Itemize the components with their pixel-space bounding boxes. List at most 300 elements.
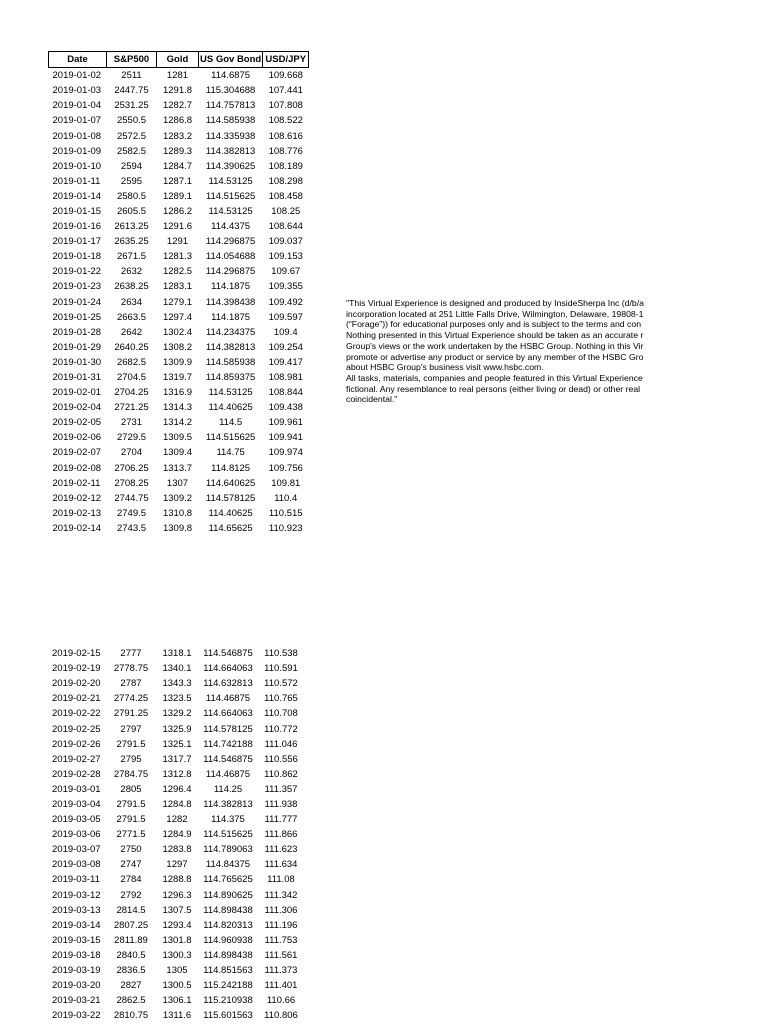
gold-cell: 1287.1 xyxy=(162,175,193,187)
date-cell: 2019-01-18 xyxy=(52,251,102,263)
disclaimer-text xyxy=(346,298,768,405)
us-gov-bond-cell: 114.578125 xyxy=(203,723,253,735)
us-gov-bond-cell: 114.898438 xyxy=(203,949,253,961)
gold-cell: 1291.6 xyxy=(162,221,193,233)
usd-jpy-cell: 110.923 xyxy=(268,522,303,534)
us-gov-bond-cell: 114.546875 xyxy=(203,648,253,660)
us-gov-bond-cell: 114.46875 xyxy=(205,693,251,705)
table-row xyxy=(48,857,304,872)
disclaimer-line: coincidental." xyxy=(346,394,398,405)
us-gov-bond-cell: 114.632813 xyxy=(203,678,253,690)
table-row xyxy=(49,113,309,128)
disclaimer-line: All tasks, materials, companies and people featured in this Virtual Experience xyxy=(346,372,643,383)
table-row xyxy=(48,948,304,963)
us-gov-bond-cell: 114.75 xyxy=(216,447,245,459)
disclaimer-line: (“Forage”)) for educational purposes only and is subject to the terms and con xyxy=(346,319,642,330)
sp500-cell: 2721.25 xyxy=(114,402,149,414)
usd-jpy-cell: 109.941 xyxy=(268,432,303,444)
date-cell: 2019-01-07 xyxy=(52,115,102,127)
table-row xyxy=(48,842,304,857)
usd-jpy-cell: 109.153 xyxy=(268,251,303,263)
sp500-cell: 2792 xyxy=(120,889,142,901)
date-cell: 2019-01-04 xyxy=(52,100,102,112)
sp500-cell: 2795 xyxy=(120,753,142,765)
sp500-cell: 2807.25 xyxy=(113,919,149,931)
table-row xyxy=(49,204,309,219)
gold-cell: 1291.8 xyxy=(162,85,193,97)
table-row xyxy=(48,646,304,661)
us-gov-bond-cell: 114.46875 xyxy=(205,768,251,780)
gold-cell: 1309.4 xyxy=(162,447,193,459)
us-gov-bond-cell: 114.382813 xyxy=(203,798,253,810)
table-row xyxy=(49,98,309,113)
date-cell: 2019-03-19 xyxy=(52,965,101,977)
date-cell: 2019-01-14 xyxy=(52,190,102,202)
gold-cell: 1288.8 xyxy=(162,874,192,886)
column-header-usd-jpy: USD/JPY xyxy=(263,52,309,68)
us-gov-bond-cell: 115.601563 xyxy=(203,1010,253,1022)
date-cell: 2019-01-10 xyxy=(52,160,102,172)
us-gov-bond-cell: 114.859375 xyxy=(205,372,256,384)
us-gov-bond-cell: 114.65625 xyxy=(208,522,253,534)
table-row xyxy=(49,506,309,521)
table-row xyxy=(48,721,304,736)
gold-cell: 1283.1 xyxy=(162,281,193,293)
date-cell: 2019-03-11 xyxy=(52,874,100,886)
date-cell: 2019-02-07 xyxy=(52,447,102,459)
sp500-cell: 2550.5 xyxy=(116,115,147,127)
gold-cell: 1301.8 xyxy=(162,934,192,946)
gold-cell: 1314.2 xyxy=(162,417,193,429)
usd-jpy-cell: 108.844 xyxy=(268,387,303,399)
date-cell: 2019-03-14 xyxy=(52,919,101,931)
gold-cell: 1307 xyxy=(166,477,189,489)
usd-jpy-cell: 109.668 xyxy=(268,70,303,82)
date-cell: 2019-03-06 xyxy=(52,829,101,841)
us-gov-bond-cell: 114.40625 xyxy=(208,507,253,519)
us-gov-bond-cell: 114.53125 xyxy=(208,175,253,187)
date-cell: 2019-02-14 xyxy=(52,522,102,534)
sp500-cell: 2862.5 xyxy=(116,995,146,1007)
usd-jpy-cell: 110.591 xyxy=(264,663,298,675)
table-row xyxy=(48,872,304,887)
table-row xyxy=(48,1008,304,1023)
gold-cell: 1286.2 xyxy=(162,205,193,217)
gold-cell: 1286.8 xyxy=(162,115,193,127)
us-gov-bond-cell: 114.898438 xyxy=(203,904,253,916)
sp500-cell: 2613.25 xyxy=(114,221,149,233)
table-row xyxy=(49,159,309,174)
usd-jpy-cell: 109.597 xyxy=(268,311,303,323)
sp500-cell: 2814.5 xyxy=(116,904,146,916)
table-row xyxy=(49,295,309,310)
sp500-cell: 2787 xyxy=(120,678,142,690)
gold-cell: 1312.8 xyxy=(162,768,192,780)
us-gov-bond-cell: 114.820313 xyxy=(203,919,253,931)
gold-cell: 1310.8 xyxy=(162,507,193,519)
table-row xyxy=(48,933,304,948)
gold-cell: 1283.8 xyxy=(162,844,192,856)
sp500-cell: 2511 xyxy=(121,70,142,82)
date-cell: 2019-02-21 xyxy=(52,693,101,705)
date-cell: 2019-01-11 xyxy=(52,175,101,187)
date-cell: 2019-03-07 xyxy=(52,844,101,856)
sp500-cell: 2640.25 xyxy=(114,341,149,353)
date-cell: 2019-02-22 xyxy=(52,708,101,720)
usd-jpy-cell: 110.765 xyxy=(264,693,298,705)
us-gov-bond-cell: 114.4375 xyxy=(211,221,251,233)
us-gov-bond-cell: 114.390625 xyxy=(205,160,256,172)
date-cell: 2019-03-15 xyxy=(52,934,101,946)
usd-jpy-cell: 110.515 xyxy=(268,507,303,519)
column-header-us-gov-bond: US Gov Bond xyxy=(199,52,263,68)
table-row xyxy=(48,888,304,903)
us-gov-bond-cell: 114.382813 xyxy=(205,145,256,157)
disclaimer-line: Group's views or the work undertaken by the HSBC Group. Nothing in this Vir xyxy=(346,340,644,351)
gold-cell: 1302.4 xyxy=(162,326,193,338)
sp500-cell: 2595 xyxy=(120,175,143,187)
us-gov-bond-cell: 114.578125 xyxy=(205,492,256,504)
usd-jpy-cell: 110.708 xyxy=(264,708,298,720)
table-row xyxy=(48,752,304,767)
gold-cell: 1296.3 xyxy=(162,889,192,901)
gold-cell: 1329.2 xyxy=(162,708,192,720)
gold-cell: 1282.5 xyxy=(162,266,193,278)
usd-jpy-cell: 108.25 xyxy=(271,205,301,217)
table-body-top xyxy=(49,68,309,536)
header-row xyxy=(49,52,309,68)
usd-jpy-cell: 111.401 xyxy=(264,980,298,992)
usd-jpy-cell: 110.862 xyxy=(264,768,298,780)
date-cell: 2019-03-12 xyxy=(52,889,101,901)
usd-jpy-cell: 110.66 xyxy=(266,995,296,1007)
sp500-cell: 2791.5 xyxy=(116,798,146,810)
date-cell: 2019-02-11 xyxy=(52,477,101,489)
table-row xyxy=(49,340,309,355)
us-gov-bond-cell: 115.242188 xyxy=(203,980,253,992)
sp500-cell: 2729.5 xyxy=(116,432,147,444)
date-cell: 2019-03-20 xyxy=(52,980,101,992)
sp500-cell: 2774.25 xyxy=(113,693,149,705)
table-row xyxy=(49,476,309,491)
us-gov-bond-cell: 114.296875 xyxy=(205,266,256,278)
gold-cell: 1340.1 xyxy=(162,663,192,675)
usd-jpy-cell: 111.623 xyxy=(264,844,298,856)
date-cell: 2019-02-04 xyxy=(52,402,102,414)
table-row xyxy=(48,737,304,752)
usd-jpy-cell: 111.373 xyxy=(264,965,298,977)
us-gov-bond-cell: 114.84375 xyxy=(205,859,251,871)
table-row xyxy=(49,445,309,460)
date-cell: 2019-03-21 xyxy=(52,995,101,1007)
date-cell: 2019-02-06 xyxy=(52,432,102,444)
date-cell: 2019-01-02 xyxy=(52,70,102,82)
sp500-cell: 2777 xyxy=(120,648,142,660)
usd-jpy-cell: 109.81 xyxy=(271,477,301,489)
us-gov-bond-cell: 114.515625 xyxy=(205,190,256,202)
table-row xyxy=(49,385,309,400)
gold-cell: 1308.2 xyxy=(162,341,193,353)
date-cell: 2019-02-12 xyxy=(52,492,102,504)
gold-cell: 1293.4 xyxy=(162,919,192,931)
table-row xyxy=(49,219,309,234)
date-cell: 2019-01-25 xyxy=(52,311,102,323)
date-cell: 2019-02-19 xyxy=(52,663,101,675)
table-row xyxy=(48,797,304,812)
us-gov-bond-cell: 114.375 xyxy=(211,814,245,826)
gold-cell: 1325.9 xyxy=(162,723,192,735)
sp500-cell: 2580.5 xyxy=(116,190,147,202)
usd-jpy-cell: 109.492 xyxy=(268,296,303,308)
table-row xyxy=(48,661,304,676)
usd-jpy-cell: 108.981 xyxy=(268,372,303,384)
gold-cell: 1313.7 xyxy=(162,462,193,474)
us-gov-bond-cell: 114.757813 xyxy=(205,100,256,112)
usd-jpy-cell: 111.196 xyxy=(264,919,298,931)
us-gov-bond-cell: 114.890625 xyxy=(203,889,253,901)
us-gov-bond-cell: 114.789063 xyxy=(203,844,253,856)
market-data-table-top xyxy=(48,51,309,536)
sp500-cell: 2778.75 xyxy=(113,663,149,675)
us-gov-bond-cell: 114.851563 xyxy=(203,965,253,977)
sp500-cell: 2797 xyxy=(120,723,142,735)
gold-cell: 1319.7 xyxy=(162,372,193,384)
sp500-cell: 2447.75 xyxy=(114,85,149,97)
sp500-cell: 2791.25 xyxy=(113,708,149,720)
table-row xyxy=(49,144,309,159)
table-row xyxy=(48,963,304,978)
usd-jpy-cell: 110.572 xyxy=(264,678,298,690)
date-cell: 2019-03-04 xyxy=(52,798,101,810)
sp500-cell: 2704.25 xyxy=(114,387,149,399)
date-cell: 2019-03-13 xyxy=(52,904,101,916)
table-row xyxy=(48,812,304,827)
us-gov-bond-cell: 114.40625 xyxy=(208,402,253,414)
usd-jpy-cell: 111.561 xyxy=(264,949,298,961)
date-cell: 2019-01-29 xyxy=(52,341,102,353)
gold-cell: 1307.5 xyxy=(162,904,192,916)
table-row xyxy=(49,68,309,84)
gold-cell: 1282 xyxy=(166,814,188,826)
usd-jpy-cell: 109.974 xyxy=(268,447,303,459)
gold-cell: 1309.5 xyxy=(162,432,193,444)
disclaimer-line: Nothing presented in this Virtual Experience should be taken as an accurate r xyxy=(346,330,644,341)
us-gov-bond-cell: 114.25 xyxy=(213,783,243,795)
sp500-cell: 2810.75 xyxy=(113,1010,149,1022)
usd-jpy-cell: 111.08 xyxy=(267,874,295,886)
usd-jpy-cell: 111.342 xyxy=(264,889,298,901)
sp500-cell: 2704 xyxy=(120,447,143,459)
table-row xyxy=(49,491,309,506)
us-gov-bond-cell: 114.585938 xyxy=(205,356,256,368)
usd-jpy-cell: 109.417 xyxy=(268,356,303,368)
date-cell: 2019-01-28 xyxy=(52,326,102,338)
date-cell: 2019-02-13 xyxy=(52,507,102,519)
sp500-cell: 2791.5 xyxy=(116,738,146,750)
table-row xyxy=(49,249,309,264)
column-header-date: Date xyxy=(49,52,107,68)
gold-cell: 1284.9 xyxy=(162,829,192,841)
date-cell: 2019-03-05 xyxy=(52,814,101,826)
usd-jpy-cell: 108.189 xyxy=(268,160,303,172)
us-gov-bond-cell: 114.664063 xyxy=(203,663,253,675)
usd-jpy-cell: 109.355 xyxy=(268,281,303,293)
table-row xyxy=(49,83,309,98)
us-gov-bond-cell: 114.960938 xyxy=(203,934,253,946)
us-gov-bond-cell: 114.742188 xyxy=(203,738,253,750)
sp500-cell: 2827 xyxy=(120,980,142,992)
sp500-cell: 2605.5 xyxy=(116,205,147,217)
usd-jpy-cell: 111.306 xyxy=(264,904,298,916)
sp500-cell: 2805 xyxy=(120,783,142,795)
date-cell: 2019-02-15 xyxy=(52,648,101,660)
usd-jpy-cell: 111.634 xyxy=(264,859,298,871)
us-gov-bond-cell: 114.335938 xyxy=(205,130,256,142)
usd-jpy-cell: 109.254 xyxy=(268,341,303,353)
table-row xyxy=(48,691,304,706)
sp500-cell: 2750 xyxy=(120,844,142,856)
us-gov-bond-cell: 114.664063 xyxy=(203,708,253,720)
usd-jpy-cell: 107.441 xyxy=(268,85,303,97)
table-row xyxy=(48,782,304,797)
date-cell: 2019-01-17 xyxy=(52,236,102,248)
table-row xyxy=(48,706,304,721)
sp500-cell: 2708.25 xyxy=(114,477,149,489)
date-cell: 2019-01-30 xyxy=(52,356,102,368)
us-gov-bond-cell: 114.1875 xyxy=(211,311,251,323)
table-row xyxy=(48,978,304,993)
date-cell: 2019-03-08 xyxy=(52,859,101,871)
usd-jpy-cell: 111.866 xyxy=(264,829,298,841)
usd-jpy-cell: 109.4 xyxy=(273,326,298,338)
table-row xyxy=(49,189,309,204)
sp500-cell: 2771.5 xyxy=(116,829,146,841)
usd-jpy-cell: 111.938 xyxy=(264,798,298,810)
table-row xyxy=(49,370,309,385)
table-row xyxy=(48,767,304,782)
us-gov-bond-cell: 114.640625 xyxy=(205,477,256,489)
sp500-cell: 2840.5 xyxy=(116,949,146,961)
gold-cell: 1317.7 xyxy=(162,753,192,765)
date-cell: 2019-02-27 xyxy=(52,753,101,765)
usd-jpy-cell: 109.961 xyxy=(268,417,303,429)
gold-cell: 1309.8 xyxy=(162,522,193,534)
sp500-cell: 2811.89 xyxy=(114,934,148,946)
date-cell: 2019-01-16 xyxy=(52,221,102,233)
gold-cell: 1279.1 xyxy=(162,296,193,308)
us-gov-bond-cell: 115.210938 xyxy=(203,995,253,1007)
usd-jpy-cell: 111.357 xyxy=(264,783,298,795)
usd-jpy-cell: 110.4 xyxy=(274,492,298,504)
sp500-cell: 2749.5 xyxy=(116,507,147,519)
date-cell: 2019-01-08 xyxy=(52,130,102,142)
usd-jpy-cell: 109.037 xyxy=(268,236,303,248)
date-cell: 2019-01-22 xyxy=(52,266,102,278)
sp500-cell: 2594 xyxy=(120,160,143,172)
usd-jpy-cell: 111.753 xyxy=(264,934,298,946)
table-row xyxy=(49,264,309,279)
us-gov-bond-cell: 114.53125 xyxy=(208,205,253,217)
table-row xyxy=(49,355,309,370)
sp500-cell: 2635.25 xyxy=(114,236,149,248)
us-gov-bond-cell: 114.53125 xyxy=(208,387,253,399)
usd-jpy-cell: 107.808 xyxy=(268,100,303,112)
date-cell: 2019-01-24 xyxy=(52,296,102,308)
date-cell: 2019-01-31 xyxy=(52,372,102,384)
sp500-cell: 2743.5 xyxy=(116,522,147,534)
us-gov-bond-cell: 114.8125 xyxy=(211,462,251,474)
gold-cell: 1289.3 xyxy=(162,145,193,157)
usd-jpy-cell: 108.522 xyxy=(268,115,303,127)
date-cell: 2019-01-09 xyxy=(52,145,102,157)
date-cell: 2019-02-26 xyxy=(52,738,101,750)
table-row xyxy=(49,325,309,340)
gold-cell: 1281.3 xyxy=(162,251,193,263)
date-cell: 2019-02-08 xyxy=(52,462,102,474)
disclaimer-line: fictional. Any resemblance to real persons (either living or dead) or other real xyxy=(346,383,641,394)
us-gov-bond-cell: 114.5 xyxy=(219,417,243,429)
gold-cell: 1281 xyxy=(166,70,189,82)
usd-jpy-cell: 108.298 xyxy=(268,175,303,187)
gold-cell: 1284.7 xyxy=(162,160,193,172)
sp500-cell: 2531.25 xyxy=(114,100,149,112)
gold-cell: 1297 xyxy=(166,859,188,871)
sp500-cell: 2784.75 xyxy=(113,768,149,780)
sp500-cell: 2642 xyxy=(120,326,143,338)
sp500-cell: 2671.5 xyxy=(116,251,147,263)
date-cell: 2019-01-23 xyxy=(52,281,102,293)
sp500-cell: 2634 xyxy=(120,296,143,308)
disclaimer-line: about HSBC Group's business visit www.hsbc.com. xyxy=(346,362,544,373)
sp500-cell: 2731 xyxy=(120,417,143,429)
us-gov-bond-cell: 114.1875 xyxy=(211,281,251,293)
gold-cell: 1325.1 xyxy=(162,738,192,750)
gold-cell: 1296.4 xyxy=(162,783,192,795)
us-gov-bond-cell: 114.6875 xyxy=(211,70,251,82)
us-gov-bond-cell: 114.296875 xyxy=(205,236,256,248)
us-gov-bond-cell: 114.515625 xyxy=(205,432,256,444)
sp500-cell: 2706.25 xyxy=(114,462,149,474)
gold-cell: 1306.1 xyxy=(162,995,192,1007)
us-gov-bond-cell: 114.515625 xyxy=(203,829,253,841)
usd-jpy-cell: 110.772 xyxy=(264,723,298,735)
gold-cell: 1305 xyxy=(166,965,188,977)
date-cell: 2019-01-15 xyxy=(52,205,102,217)
table-row xyxy=(48,918,304,933)
usd-jpy-cell: 109.756 xyxy=(268,462,303,474)
table-row xyxy=(49,400,309,415)
disclaimer-line: promote or advertise any product or service by any member of the HSBC Gro xyxy=(346,351,644,362)
gold-cell: 1314.3 xyxy=(162,402,193,414)
usd-jpy-cell: 110.556 xyxy=(264,753,298,765)
usd-jpy-cell: 110.538 xyxy=(264,648,298,660)
us-gov-bond-cell: 114.765625 xyxy=(203,874,253,886)
gold-cell: 1297.4 xyxy=(162,311,193,323)
sp500-cell: 2632 xyxy=(120,266,143,278)
date-cell: 2019-02-25 xyxy=(52,723,101,735)
us-gov-bond-cell: 114.234375 xyxy=(205,326,256,338)
gold-cell: 1318.1 xyxy=(162,648,192,660)
gold-cell: 1316.9 xyxy=(162,387,193,399)
gold-cell: 1289.1 xyxy=(162,190,193,202)
table-row xyxy=(49,430,309,445)
usd-jpy-cell: 108.458 xyxy=(268,190,303,202)
table-row xyxy=(49,461,309,476)
table-row xyxy=(48,827,304,842)
usd-jpy-cell: 108.644 xyxy=(268,221,303,233)
gold-cell: 1323.5 xyxy=(162,693,192,705)
us-gov-bond-cell: 114.398438 xyxy=(205,296,256,308)
